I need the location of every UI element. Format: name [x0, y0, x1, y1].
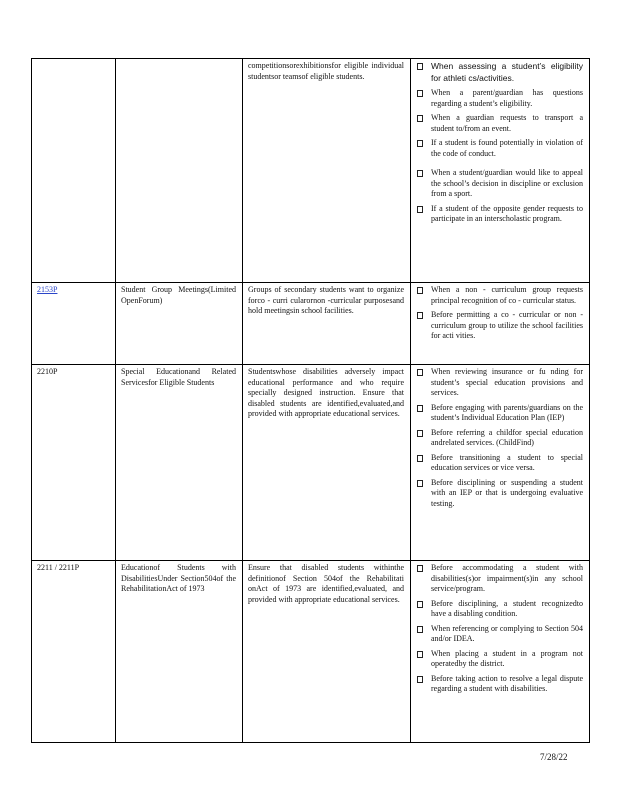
policy-description: Groups of secondary students want to organize forco - curri cularornon -curricular purposesand hold meetingsin school facilities.	[248, 285, 404, 315]
list-item: Before disciplining, a student recognizedto have a disabling condition.	[416, 599, 583, 620]
policy-description-cell	[243, 365, 411, 561]
policy-code-link[interactable]: 2153P	[37, 285, 58, 294]
list-item: Before referring a childfor special education andrelated services. (ChildFind)	[416, 428, 583, 449]
table-row	[32, 59, 590, 283]
list-item: When a guardian requests to transport a student to/from an event.	[416, 113, 583, 134]
list-item: When a non - curriculum group requests principal recognition of co - curricular status.	[416, 285, 583, 306]
policy-code-cell	[32, 561, 116, 743]
policy-title-cell	[116, 283, 243, 365]
list-item: Before taking action to resolve a legal dispute regarding a student with disabilities.	[416, 674, 583, 695]
policy-description-cell	[243, 283, 411, 365]
list-item: Before disciplining or suspending a student with an IEP or that is undergoing evaluative testing.	[416, 478, 583, 510]
policy-guidance-cell	[411, 283, 590, 365]
policy-code-cell	[32, 59, 116, 283]
policy-description: competitionsorexhibitionsfor eligible individual studentsor teamsof eligible students.	[248, 61, 404, 81]
list-item: If a student of the opposite gender requests to participate in an interscholastic program.	[416, 204, 583, 225]
policy-code-cell	[32, 365, 116, 561]
table-row	[32, 283, 590, 365]
policy-title-cell	[116, 365, 243, 561]
list-item: When assessing a student’s eligibility for athleti cs/activities.	[416, 61, 583, 84]
policy-title: Special Educationand Related Servicesfor Eligible Students	[121, 367, 236, 387]
list-item: When placing a student in a program not operatedby the district.	[416, 649, 583, 670]
guidance-list	[416, 367, 583, 509]
policy-description-cell	[243, 561, 411, 743]
policy-title: Educationof Students with DisabilitiesUnder Section504of the RehabilitationAct of 1973	[121, 563, 236, 593]
policy-title-cell	[116, 561, 243, 743]
list-item: If a student is found potentially in violation of the code of conduct.	[416, 138, 583, 159]
policy-description: Studentswhose disabilities adversely impact educational performance and who require specially designed instruction. Ensure that disabled students are identified,evaluated,and provided with appropriate educational services.	[248, 367, 404, 418]
policy-description: Ensure that disabled students withinthe definitionof Section 504of the Rehabilitati onAct of 1973 are identified,evaluated, and provided with appropriate educational services.	[248, 563, 404, 604]
list-item: When referencing or complying to Section 504 and/or IDEA.	[416, 624, 583, 645]
policy-code: 2210P	[37, 367, 58, 376]
policy-table	[31, 58, 590, 743]
list-item: Before transitioning a student to special education services or vice versa.	[416, 453, 583, 474]
guidance-list	[416, 563, 583, 695]
list-item: Before permitting a co - curricular or non - curriculum group to utilize the school facilities for acti vities.	[416, 310, 583, 342]
guidance-list	[416, 285, 583, 342]
list-item: Before accommodating a student with disabilities(s)or impairment(s)in any school service/program.	[416, 563, 583, 595]
list-item: When a student/guardian would like to appeal the school’s decision in discipline or exclusion from a sport.	[416, 168, 583, 200]
table-row	[32, 561, 590, 743]
policy-guidance-cell	[411, 59, 590, 283]
policy-description-cell	[243, 59, 411, 283]
guidance-list	[416, 61, 583, 225]
policy-title-cell	[116, 59, 243, 283]
list-item: Before engaging with parents/guardians on the student’s Individual Education Plan (IEP)	[416, 403, 583, 424]
list-item: When reviewing insurance or fu nding for student’s special education provisions and services.	[416, 367, 583, 399]
footer-date: 7/28/22	[540, 752, 568, 762]
table-row	[32, 365, 590, 561]
policy-guidance-cell	[411, 365, 590, 561]
policy-code: 2211 / 2211P	[37, 563, 80, 572]
policy-title: Student Group Meetings(Limited OpenForum)	[121, 285, 236, 305]
policy-code-cell	[32, 283, 116, 365]
list-item: When a parent/guardian has questions regarding a student’s eligibility.	[416, 88, 583, 109]
policy-guidance-cell	[411, 561, 590, 743]
